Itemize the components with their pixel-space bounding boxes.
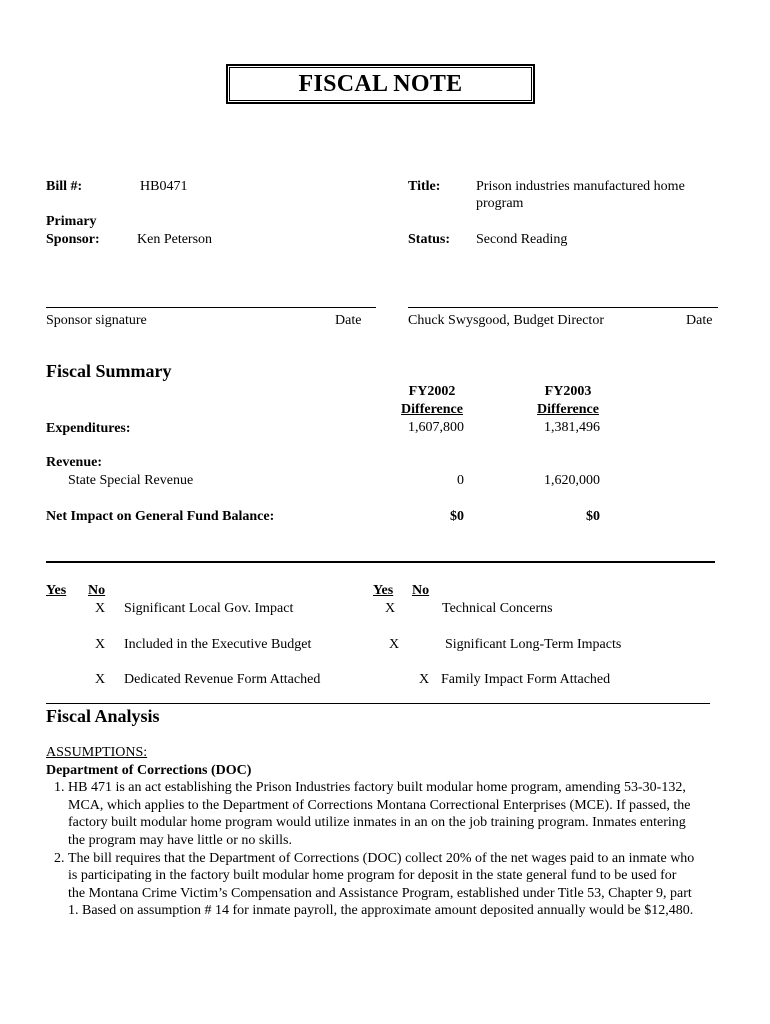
technical-concerns-label: Technical Concerns: [442, 601, 553, 616]
expenditures-fy2002: 1,607,800: [408, 420, 464, 435]
checklist-divider: [46, 703, 710, 704]
sponsor-label-line1: Primary: [46, 214, 97, 229]
fy2002-difference-header: Difference: [401, 402, 463, 417]
title-value-line1: Prison industries manufactured home: [476, 179, 685, 194]
fiscal-analysis-title: Fiscal Analysis: [46, 706, 160, 726]
title-label: Title:: [408, 179, 441, 194]
revenue-label: Revenue:: [46, 455, 102, 470]
expenditures-label: Expenditures:: [46, 421, 131, 436]
net-impact-fy2003: $0: [586, 509, 600, 524]
family-impact-no-mark: X: [419, 672, 430, 687]
assumption-item: 1. HB 471 is an act establishing the Prison Industries factory built modular home program, amending 53-30-132, MCA, which applies to the Department of Corrections Montana Correctional Enterprises (MCE). If passed, the factory built modular home program would utilize inmates in an on the job training program. Inmates entering the program may have little or no skills.: [68, 779, 696, 849]
state-special-fy2002: 0: [457, 473, 464, 488]
executive-budget-label: Included in the Executive Budget: [124, 637, 312, 652]
sponsor-date-label: Date: [335, 313, 362, 328]
status-value: Second Reading: [476, 232, 568, 247]
net-impact-label: Net Impact on General Fund Balance:: [46, 509, 275, 524]
net-impact-fy2002: $0: [450, 509, 464, 524]
director-signature-label: Chuck Swysgood, Budget Director: [408, 313, 604, 328]
long-term-impacts-yes-mark: X: [389, 637, 400, 652]
yes-header-left: Yes: [46, 583, 67, 598]
long-term-impacts-label: Significant Long-Term Impacts: [445, 637, 622, 652]
dedicated-revenue-label: Dedicated Revenue Form Attached: [124, 672, 321, 687]
yes-header-right: Yes: [373, 583, 394, 598]
fiscal-note-title: FISCAL NOTE: [226, 64, 535, 104]
title-value-line2: program: [476, 196, 524, 211]
assumptions-section: [46, 744, 696, 920]
department-heading: Department of Corrections (DOC): [46, 762, 252, 778]
state-special-fy2003: 1,620,000: [544, 473, 600, 488]
director-signature-line: [408, 307, 718, 308]
summary-divider: [46, 561, 715, 563]
dedicated-revenue-no-mark: X: [95, 672, 106, 687]
state-special-revenue-label: State Special Revenue: [68, 473, 194, 488]
local-gov-impact-no-mark: X: [95, 601, 106, 616]
fiscal-summary-title: Fiscal Summary: [46, 361, 172, 381]
bill-number-value: HB0471: [140, 179, 188, 194]
fy2003-header: FY2003: [544, 384, 592, 399]
assumptions-list: [46, 779, 696, 920]
sponsor-signature-line: [46, 307, 376, 308]
assumption-item: 2. The bill requires that the Department of Corrections (DOC) collect 20% of the net wages paid to an inmate who is participating in the factory built modular home program for deposit in the state general fund to be used for the Montana Crime Victim’s Compensation and Assistance Program, established under Title 53, Chapter 9, part 1. Based on assumption # 14 for inmate payroll, the approximate amount deposited annually would be $12,480.: [68, 850, 696, 920]
executive-budget-no-mark: X: [95, 637, 106, 652]
no-header-left: No: [88, 583, 106, 598]
family-impact-label: Family Impact Form Attached: [441, 672, 611, 687]
bill-number-label: Bill #:: [46, 179, 83, 194]
sponsor-label-line2: Sponsor:: [46, 232, 100, 247]
fy2003-difference-header: Difference: [537, 402, 599, 417]
director-date-label: Date: [686, 313, 713, 328]
sponsor-signature-label: Sponsor signature: [46, 313, 147, 328]
fy2002-header: FY2002: [408, 384, 456, 399]
assumptions-label: ASSUMPTIONS:: [46, 745, 148, 760]
sponsor-name: Ken Peterson: [137, 232, 213, 247]
no-header-right: No: [412, 583, 430, 598]
expenditures-fy2003: 1,381,496: [544, 420, 600, 435]
local-gov-impact-label: Significant Local Gov. Impact: [124, 601, 294, 616]
status-label: Status:: [408, 232, 451, 247]
technical-concerns-yes-mark: X: [385, 601, 396, 616]
